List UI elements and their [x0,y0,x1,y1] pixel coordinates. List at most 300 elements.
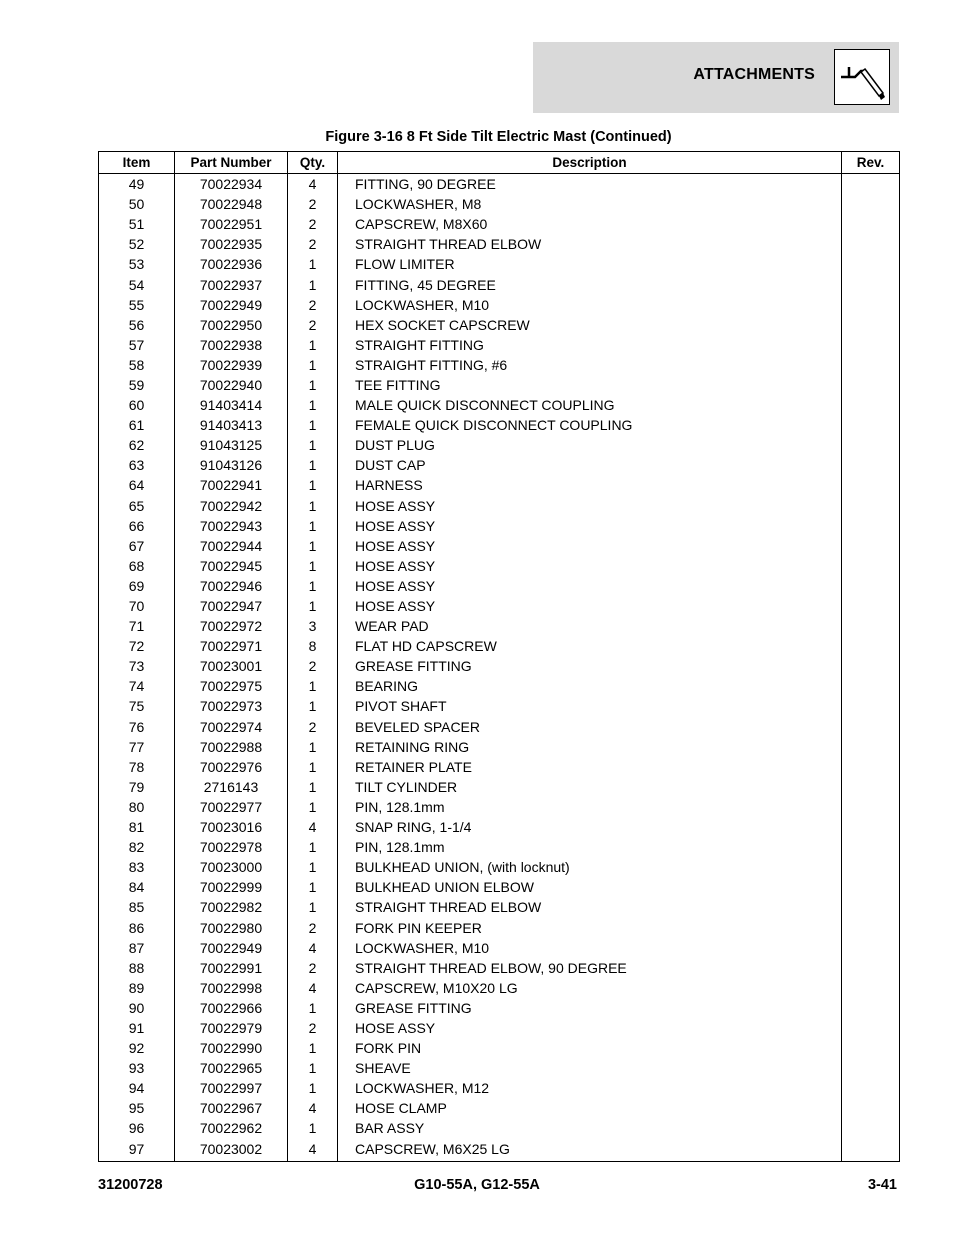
item-cell: 72 [99,636,175,656]
qty-cell: 1 [288,797,338,817]
description-cell: FORK PIN KEEPER [338,917,842,937]
rev-cell [842,194,900,214]
description-cell: LOCKWASHER, M10 [338,295,842,315]
rev-cell [842,938,900,958]
table-row [99,295,900,315]
item-cell: 67 [99,536,175,556]
table-row [99,455,900,475]
rev-cell [842,998,900,1018]
part-number-cell: 70022974 [175,717,288,737]
part-number-cell: 70022950 [175,315,288,335]
item-cell: 66 [99,516,175,536]
qty-cell: 1 [288,998,338,1018]
table-row [99,978,900,998]
rev-cell [842,797,900,817]
qty-cell: 1 [288,435,338,455]
rev-cell [842,335,900,355]
rev-cell [842,395,900,415]
qty-cell: 1 [288,355,338,375]
table-row [99,817,900,837]
rev-cell [842,877,900,897]
part-number-cell: 70022977 [175,797,288,817]
rev-cell [842,274,900,294]
qty-cell: 1 [288,1118,338,1138]
part-number-cell: 70022978 [175,837,288,857]
qty-cell: 1 [288,395,338,415]
section-header [533,42,899,113]
qty-cell: 1 [288,877,338,897]
table-row [99,375,900,395]
qty-cell: 4 [288,978,338,998]
table-row [99,194,900,214]
description-cell: FEMALE QUICK DISCONNECT COUPLING [338,415,842,435]
rev-cell [842,958,900,978]
part-number-cell: 70022988 [175,737,288,757]
qty-cell: 2 [288,656,338,676]
table-row [99,1018,900,1038]
part-number-cell: 70022966 [175,998,288,1018]
table-row [99,335,900,355]
item-cell: 51 [99,214,175,234]
item-cell: 84 [99,877,175,897]
figure-title: Figure 3-16 8 Ft Side Tilt Electric Mast (Continued) [325,129,672,145]
parts-table [98,151,900,1162]
item-cell: 78 [99,757,175,777]
part-number-cell: 70022999 [175,877,288,897]
part-number-cell: 70022971 [175,636,288,656]
model-numbers: G10-55A, G12-55A [414,1177,540,1193]
description-cell: BULKHEAD UNION, (with locknut) [338,857,842,877]
rev-cell [842,1018,900,1038]
item-cell: 74 [99,676,175,696]
item-cell: 97 [99,1139,175,1162]
rev-cell [842,435,900,455]
qty-cell: 1 [288,1078,338,1098]
rev-cell [842,897,900,917]
table-row [99,917,900,937]
table-row [99,435,900,455]
rev-cell [842,1098,900,1118]
description-cell: STRAIGHT FITTING [338,335,842,355]
qty-cell: 1 [288,837,338,857]
table-row [99,696,900,716]
description-cell: PIN, 128.1mm [338,797,842,817]
table-row [99,757,900,777]
qty-cell: 1 [288,475,338,495]
description-cell: CAPSCREW, M6X25 LG [338,1139,842,1162]
part-number-cell: 70022947 [175,596,288,616]
part-number-cell: 70022943 [175,516,288,536]
part-number-cell: 91043126 [175,455,288,475]
rev-cell [842,234,900,254]
item-cell: 81 [99,817,175,837]
part-number-cell: 70022976 [175,757,288,777]
part-number-cell: 70022991 [175,958,288,978]
item-cell: 71 [99,616,175,636]
qty-cell: 4 [288,817,338,837]
description-cell: BEVELED SPACER [338,717,842,737]
part-number-cell: 70023002 [175,1139,288,1162]
item-cell: 54 [99,274,175,294]
rev-cell [842,817,900,837]
column-header-rev: Rev. [842,152,900,174]
item-cell: 88 [99,958,175,978]
rev-cell [842,717,900,737]
part-number-cell: 70022936 [175,254,288,274]
description-cell: STRAIGHT FITTING, #6 [338,355,842,375]
rev-cell [842,737,900,757]
part-number-cell: 70022980 [175,917,288,937]
description-cell: LOCKWASHER, M8 [338,194,842,214]
rev-cell [842,857,900,877]
qty-cell: 2 [288,234,338,254]
qty-cell: 2 [288,958,338,978]
item-cell: 60 [99,395,175,415]
qty-cell: 2 [288,194,338,214]
qty-cell: 2 [288,214,338,234]
item-cell: 93 [99,1058,175,1078]
item-cell: 85 [99,897,175,917]
part-number-cell: 70022997 [175,1078,288,1098]
rev-cell [842,415,900,435]
description-cell: BAR ASSY [338,1118,842,1138]
part-number-cell: 70022965 [175,1058,288,1078]
description-cell: DUST CAP [338,455,842,475]
qty-cell: 1 [288,254,338,274]
qty-cell: 4 [288,938,338,958]
rev-cell [842,516,900,536]
table-row [99,274,900,294]
item-cell: 58 [99,355,175,375]
table-row [99,897,900,917]
description-cell: BEARING [338,676,842,696]
qty-cell: 1 [288,496,338,516]
description-cell: GREASE FITTING [338,656,842,676]
part-number-cell: 70022975 [175,676,288,696]
description-cell: MALE QUICK DISCONNECT COUPLING [338,395,842,415]
table-row [99,737,900,757]
part-number-cell: 70022951 [175,214,288,234]
item-cell: 64 [99,475,175,495]
item-cell: 65 [99,496,175,516]
description-cell: FITTING, 90 DEGREE [338,174,842,195]
qty-cell: 1 [288,696,338,716]
table-row [99,1139,900,1162]
item-cell: 49 [99,174,175,195]
table-row [99,556,900,576]
table-row [99,616,900,636]
part-number-cell: 70023016 [175,817,288,837]
qty-cell: 1 [288,335,338,355]
table-row [99,576,900,596]
part-number-cell: 70023000 [175,857,288,877]
table-row [99,938,900,958]
description-cell: FITTING, 45 DEGREE [338,274,842,294]
rev-cell [842,455,900,475]
description-cell: HOSE ASSY [338,556,842,576]
part-number-cell: 70022944 [175,536,288,556]
qty-cell: 4 [288,1139,338,1162]
rev-cell [842,1078,900,1098]
table-row [99,777,900,797]
part-number-cell: 70022946 [175,576,288,596]
part-number-cell: 70022973 [175,696,288,716]
table-row [99,596,900,616]
column-header-item: Item [99,152,175,174]
table-row [99,1038,900,1058]
table-row [99,656,900,676]
description-cell: HOSE ASSY [338,536,842,556]
rev-cell [842,696,900,716]
item-cell: 53 [99,254,175,274]
table-row [99,1058,900,1078]
rev-cell [842,375,900,395]
description-cell: SNAP RING, 1-1/4 [338,817,842,837]
item-cell: 56 [99,315,175,335]
rev-cell [842,214,900,234]
rev-cell [842,917,900,937]
description-cell: FLAT HD CAPSCREW [338,636,842,656]
rev-cell [842,676,900,696]
table-row [99,475,900,495]
rev-cell [842,315,900,335]
item-cell: 73 [99,656,175,676]
rev-cell [842,475,900,495]
item-cell: 90 [99,998,175,1018]
document-number: 31200728 [98,1177,163,1193]
rev-cell [842,636,900,656]
part-number-cell: 70022949 [175,295,288,315]
column-header-part-number: Part Number [175,152,288,174]
table-header-row [99,152,900,174]
description-cell: RETAINING RING [338,737,842,757]
table-row [99,636,900,656]
description-cell: CAPSCREW, M10X20 LG [338,978,842,998]
qty-cell: 4 [288,174,338,195]
item-cell: 91 [99,1018,175,1038]
rev-cell [842,295,900,315]
table-row [99,797,900,817]
qty-cell: 1 [288,375,338,395]
part-number-cell: 91403414 [175,395,288,415]
item-cell: 94 [99,1078,175,1098]
item-cell: 61 [99,415,175,435]
item-cell: 79 [99,777,175,797]
rev-cell [842,1038,900,1058]
qty-cell: 1 [288,1038,338,1058]
table-row [99,837,900,857]
rev-cell [842,556,900,576]
page-number: 3-41 [867,1177,897,1193]
part-number-cell: 70022972 [175,616,288,636]
qty-cell: 1 [288,455,338,475]
rev-cell [842,757,900,777]
part-number-cell: 91043125 [175,435,288,455]
description-cell: HOSE ASSY [338,1018,842,1038]
table-row [99,174,900,195]
qty-cell: 1 [288,536,338,556]
table-row [99,958,900,978]
item-cell: 89 [99,978,175,998]
item-cell: 55 [99,295,175,315]
part-number-cell: 70022945 [175,556,288,576]
table-row [99,877,900,897]
item-cell: 83 [99,857,175,877]
part-number-cell: 70022949 [175,938,288,958]
description-cell: PIN, 128.1mm [338,837,842,857]
rev-cell [842,616,900,636]
qty-cell: 1 [288,576,338,596]
description-cell: RETAINER PLATE [338,757,842,777]
qty-cell: 1 [288,596,338,616]
part-number-cell: 70022962 [175,1118,288,1138]
table-row [99,536,900,556]
item-cell: 95 [99,1098,175,1118]
item-cell: 52 [99,234,175,254]
item-cell: 96 [99,1118,175,1138]
description-cell: STRAIGHT THREAD ELBOW [338,234,842,254]
description-cell: STRAIGHT THREAD ELBOW [338,897,842,917]
part-number-cell: 2716143 [175,777,288,797]
table-row [99,395,900,415]
part-number-cell: 70022940 [175,375,288,395]
description-cell: HOSE ASSY [338,496,842,516]
part-number-cell: 70022935 [175,234,288,254]
qty-cell: 1 [288,676,338,696]
table-row [99,1118,900,1138]
column-header-description: Description [338,152,842,174]
qty-cell: 2 [288,1018,338,1038]
item-cell: 75 [99,696,175,716]
rev-cell [842,496,900,516]
item-cell: 80 [99,797,175,817]
qty-cell: 1 [288,556,338,576]
item-cell: 62 [99,435,175,455]
table-row [99,717,900,737]
description-cell: TILT CYLINDER [338,777,842,797]
part-number-cell: 70022979 [175,1018,288,1038]
description-cell: HOSE ASSY [338,516,842,536]
qty-cell: 2 [288,717,338,737]
qty-cell: 1 [288,415,338,435]
item-cell: 50 [99,194,175,214]
part-number-cell: 70022937 [175,274,288,294]
description-cell: DUST PLUG [338,435,842,455]
description-cell: CAPSCREW, M8X60 [338,214,842,234]
table-row [99,234,900,254]
qty-cell: 1 [288,857,338,877]
qty-cell: 1 [288,757,338,777]
rev-cell [842,254,900,274]
table-row [99,315,900,335]
description-cell: TEE FITTING [338,375,842,395]
description-cell: HOSE ASSY [338,576,842,596]
description-cell: SHEAVE [338,1058,842,1078]
description-cell: HARNESS [338,475,842,495]
section-title: ATTACHMENTS [693,66,815,83]
rev-cell [842,1139,900,1162]
part-number-cell: 70022934 [175,174,288,195]
qty-cell: 8 [288,636,338,656]
item-cell: 82 [99,837,175,857]
table-row [99,676,900,696]
description-cell: HOSE ASSY [338,596,842,616]
table-row [99,998,900,1018]
rev-cell [842,536,900,556]
item-cell: 76 [99,717,175,737]
qty-cell: 1 [288,274,338,294]
item-cell: 68 [99,556,175,576]
table-row [99,857,900,877]
parts-table-body [99,174,900,1162]
description-cell: GREASE FITTING [338,998,842,1018]
description-cell: STRAIGHT THREAD ELBOW, 90 DEGREE [338,958,842,978]
description-cell: FORK PIN [338,1038,842,1058]
part-number-cell: 70022967 [175,1098,288,1118]
rev-cell [842,837,900,857]
item-cell: 59 [99,375,175,395]
part-number-cell: 70022941 [175,475,288,495]
item-cell: 70 [99,596,175,616]
qty-cell: 4 [288,1098,338,1118]
item-cell: 86 [99,917,175,937]
item-cell: 92 [99,1038,175,1058]
description-cell: FLOW LIMITER [338,254,842,274]
item-cell: 57 [99,335,175,355]
rev-cell [842,1118,900,1138]
item-cell: 69 [99,576,175,596]
rev-cell [842,656,900,676]
table-row [99,496,900,516]
part-number-cell: 91403413 [175,415,288,435]
description-cell: WEAR PAD [338,616,842,636]
item-cell: 77 [99,737,175,757]
qty-cell: 2 [288,295,338,315]
qty-cell: 1 [288,737,338,757]
qty-cell: 2 [288,917,338,937]
item-cell: 63 [99,455,175,475]
rev-cell [842,777,900,797]
table-row [99,214,900,234]
column-header-qty: Qty. [288,152,338,174]
table-row [99,516,900,536]
item-cell: 87 [99,938,175,958]
part-number-cell: 70022939 [175,355,288,375]
qty-cell: 1 [288,1058,338,1078]
rev-cell [842,1058,900,1078]
part-number-cell: 70022942 [175,496,288,516]
rev-cell [842,596,900,616]
table-row [99,1078,900,1098]
description-cell: HEX SOCKET CAPSCREW [338,315,842,335]
part-number-cell: 70022938 [175,335,288,355]
description-cell: LOCKWASHER, M10 [338,938,842,958]
part-number-cell: 70022990 [175,1038,288,1058]
rev-cell [842,576,900,596]
qty-cell: 1 [288,897,338,917]
description-cell: HOSE CLAMP [338,1098,842,1118]
table-row [99,1098,900,1118]
qty-cell: 2 [288,315,338,335]
part-number-cell: 70022948 [175,194,288,214]
description-cell: BULKHEAD UNION ELBOW [338,877,842,897]
part-number-cell: 70022982 [175,897,288,917]
rev-cell [842,978,900,998]
qty-cell: 1 [288,777,338,797]
attachment-icon [834,49,890,105]
description-cell: PIVOT SHAFT [338,696,842,716]
qty-cell: 3 [288,616,338,636]
